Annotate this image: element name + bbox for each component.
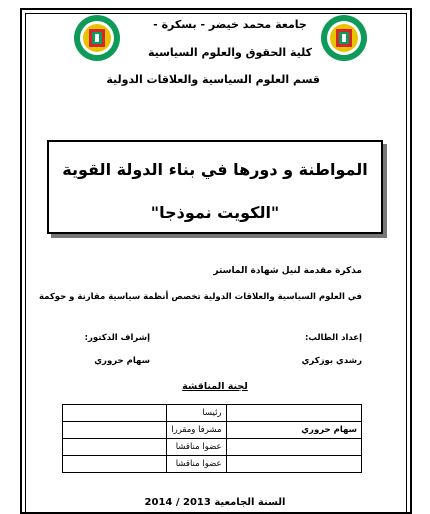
table-row	[63, 405, 362, 422]
student-name: رشدي بوزكري	[301, 356, 362, 366]
blank-cell	[63, 456, 167, 473]
blank-cell	[63, 439, 167, 456]
table-row	[63, 422, 362, 439]
thesis-subtitle: "الكويت نموذجا"	[150, 203, 280, 222]
academic-year: السنة الجامعية 2013 / 2014	[144, 497, 286, 508]
faculty-name: كلية الحقوق والعلوم السياسية	[147, 46, 313, 59]
university-logo-left	[73, 14, 121, 62]
member-name	[226, 405, 361, 422]
member-role: رئيسا	[167, 405, 226, 422]
member-role: عضوا مناقشا	[167, 456, 226, 473]
memo-purpose: مذكرة مقدمة لنيل شهادة الماستر	[213, 266, 362, 276]
table-row	[63, 439, 362, 456]
member-role: مشرفا ومقررا	[167, 422, 226, 439]
committee-title: لجنة المناقشة	[182, 381, 248, 392]
memo-specialization: في العلوم السياسية والعلاقات الدولية تخصص أنظمة سياسية مقارنة و حوكمة	[38, 292, 362, 302]
member-name	[226, 439, 361, 456]
table-row	[63, 456, 362, 473]
committee-table	[62, 404, 362, 473]
prepared-by-label: إعداد الطالب:	[304, 333, 362, 343]
supervisor-label: إشراف الدكتور:	[84, 333, 150, 343]
blank-cell	[63, 422, 167, 439]
member-role: عضوا مناقشا	[167, 439, 226, 456]
university-name: جامعة محمد خيضر - بسكرة -	[153, 18, 307, 31]
university-logo-right	[320, 14, 368, 62]
department-name: قسم العلوم السياسية والعلاقات الدولية	[106, 73, 320, 86]
thesis-title: المواطنة و دورها في بناء الدولة القوية	[62, 160, 368, 179]
member-name: سهام حروري	[226, 422, 361, 439]
member-name	[226, 456, 361, 473]
supervisor-name: سهام حروري	[94, 356, 150, 366]
blank-cell	[63, 405, 167, 422]
